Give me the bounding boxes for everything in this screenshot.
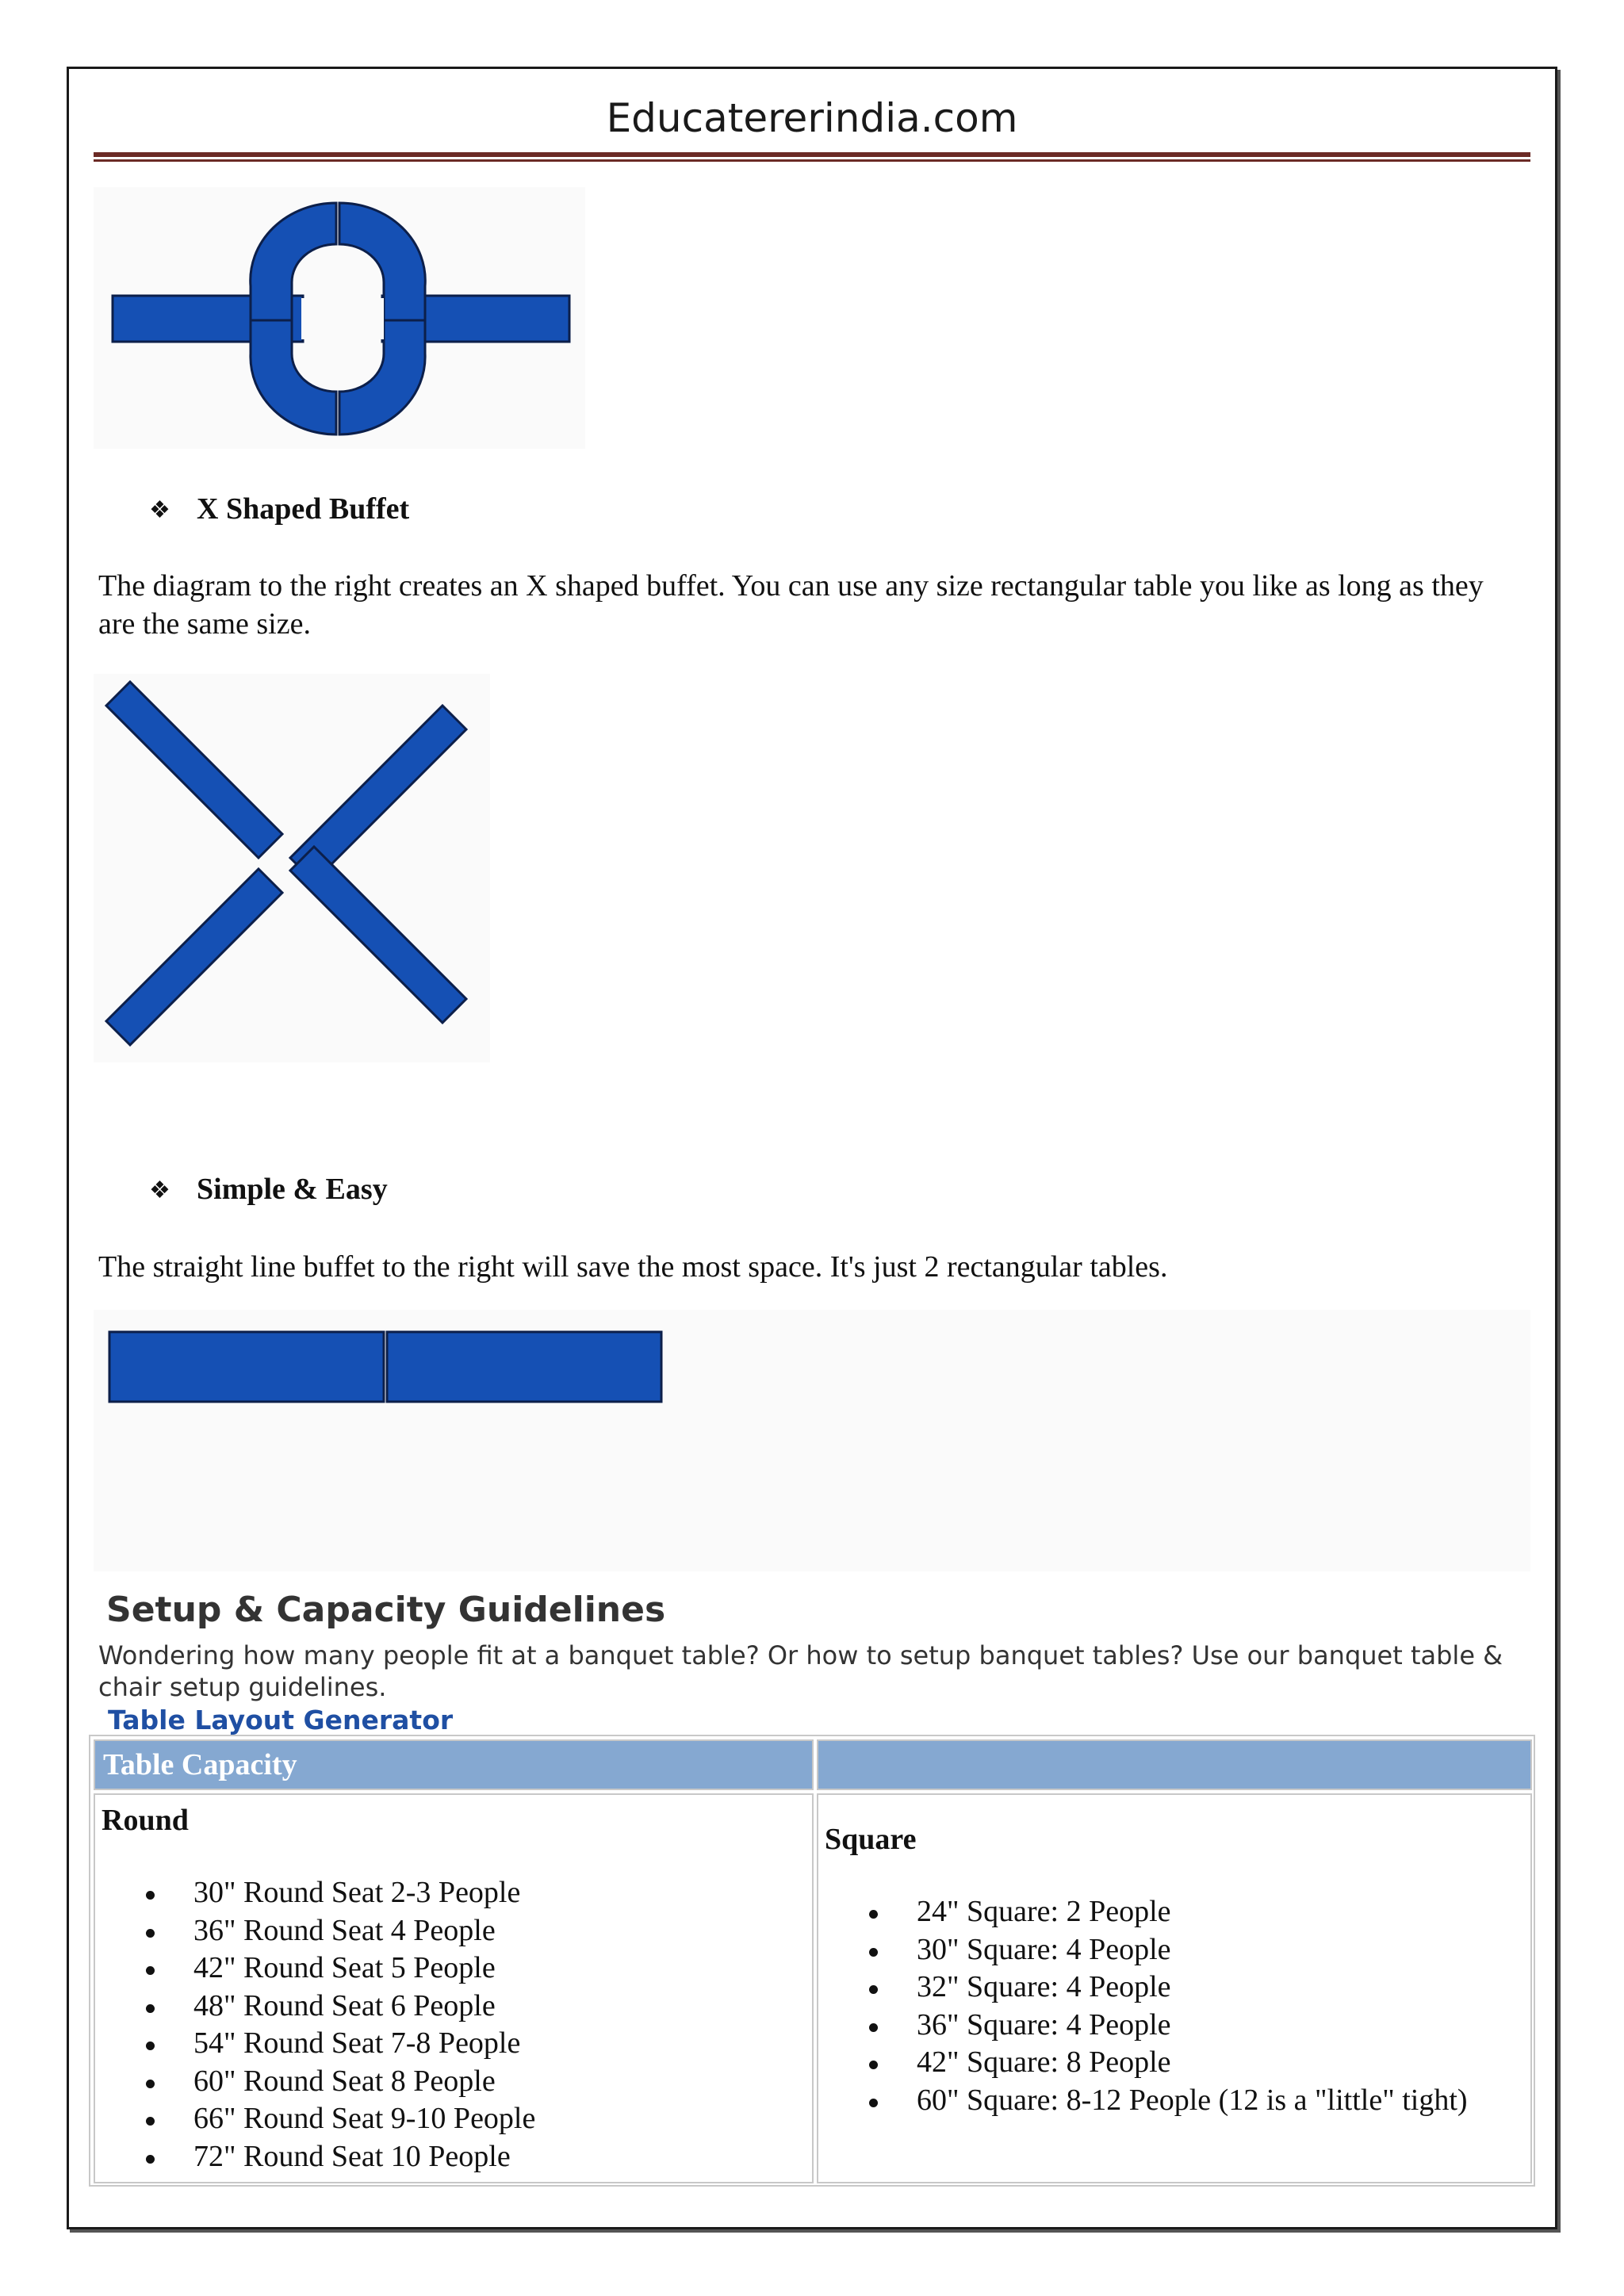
list-item: 54" Round Seat 7-8 People xyxy=(95,2025,535,2063)
list-item: 66" Round Seat 9-10 People xyxy=(95,2100,535,2138)
header-rule xyxy=(94,152,1530,157)
x-buffet-paragraph: The diagram to the right creates an X shaped buffet. You can use any size rectangular table you like as long as they are the same size. xyxy=(98,569,1484,641)
table-header-left: Table Capacity xyxy=(94,1739,814,1790)
straight-buffet-diagram xyxy=(94,1310,680,1405)
square-cell xyxy=(817,1793,1532,2183)
square-title: Square xyxy=(825,1823,917,1856)
round-list xyxy=(95,1874,535,2175)
table-header-right xyxy=(817,1739,1532,1790)
table-layout-generator-link[interactable]: Table Layout Generator xyxy=(108,1705,454,1735)
list-item: 42" Square: 8 People xyxy=(818,2044,1468,2082)
list-item: 60" Round Seat 8 People xyxy=(95,2063,535,2101)
list-item: 42" Round Seat 5 People xyxy=(95,1950,535,1988)
diamond-bullet-icon: ❖ xyxy=(149,1177,170,1203)
list-item: 60" Square: 8-12 People (12 is a "little" tight) xyxy=(818,2082,1468,2120)
oval-buffet-diagram xyxy=(94,187,585,449)
list-item: 32" Square: 4 People xyxy=(818,1969,1468,2007)
list-item: 72" Round Seat 10 People xyxy=(95,2138,535,2176)
list-item: 36" Square: 4 People xyxy=(818,2007,1468,2045)
square-list xyxy=(818,1893,1468,2119)
capacity-table xyxy=(89,1735,1535,2187)
diamond-bullet-icon: ❖ xyxy=(149,497,170,523)
list-item: 36" Round Seat 4 People xyxy=(95,1912,535,1950)
guidelines-description: Wondering how many people fit at a banquet table? Or how to setup banquet tables? Use our banquet table & chair setup guidelines. xyxy=(98,1640,1503,1702)
x-buffet-diagram xyxy=(94,674,490,1062)
list-item: 48" Round Seat 6 People xyxy=(95,1988,535,2026)
round-title: Round xyxy=(102,1804,189,1837)
simple-easy-paragraph: The straight line buffet to the right will save the most space. It's just 2 rectangular tables. xyxy=(98,1250,1168,1284)
round-cell xyxy=(94,1793,814,2183)
list-item: 30" Round Seat 2-3 People xyxy=(95,1874,535,1912)
list-item: 30" Square: 4 People xyxy=(818,1931,1468,1969)
list-item: 24" Square: 2 People xyxy=(818,1893,1468,1931)
site-title: Educatererindia.com xyxy=(606,95,1018,141)
header-rule-thin xyxy=(94,159,1530,162)
guidelines-title: Setup & Capacity Guidelines xyxy=(106,1590,666,1630)
